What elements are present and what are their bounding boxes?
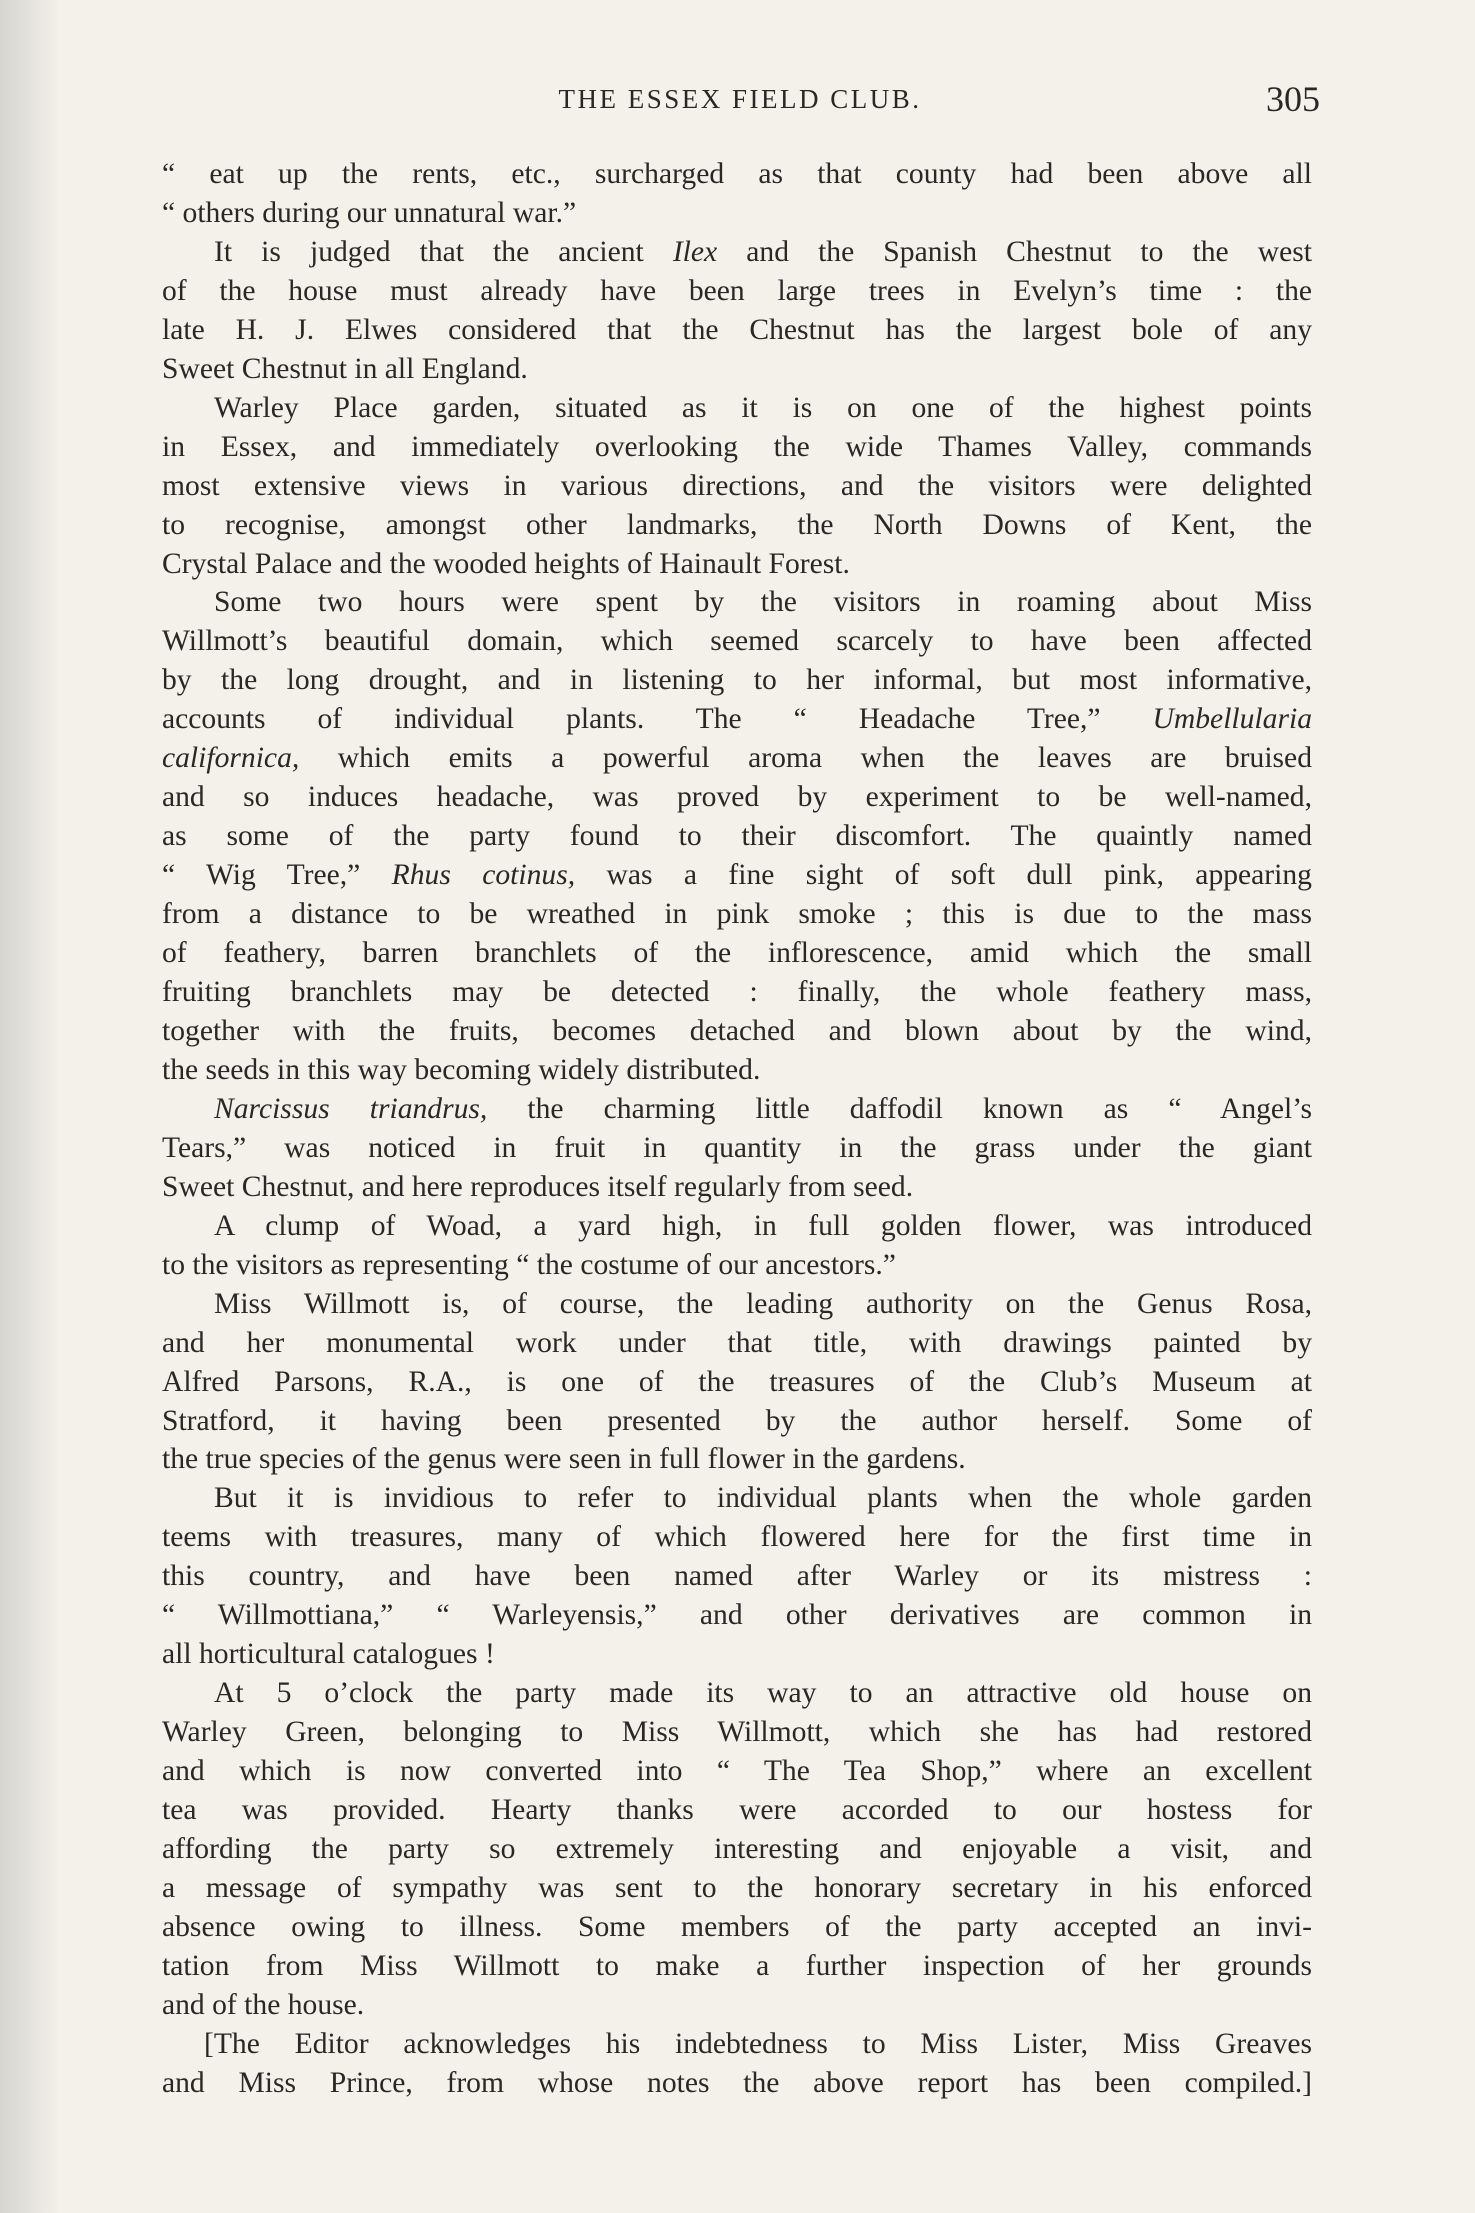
text-line: A clump of Woad, a yard high, in full golden flower, was introduced <box>214 1209 1312 1242</box>
text-line: Stratford, it having been presented by the author herself. Some of <box>162 1404 1312 1437</box>
running-title: THE ESSEX FIELD CLUB. <box>558 84 922 114</box>
text-line: as some of the party found to their discomfort. The quaintly named <box>162 820 1312 853</box>
text-line: Warley Place garden, situated as it is on one of the highest points <box>214 391 1312 424</box>
text-line: californica, which emits a powerful aroma when the leaves are bruised <box>162 742 1312 775</box>
text-line: Crystal Palace and the wooded heights of Hainault Forest. <box>162 547 850 580</box>
text-line: late H. J. Elwes considered that the Chestnut has the largest bole of any <box>162 313 1312 346</box>
text-line: At 5 o’clock the party made its way to an attractive old house on <box>214 1677 1312 1710</box>
text-line: Alfred Parsons, R.A., is one of the treasures of the Club’s Museum at <box>162 1365 1312 1398</box>
text-line: all horticultural catalogues ! <box>162 1638 495 1671</box>
text-line: and so induces headache, was proved by experiment to be well-named, <box>162 781 1312 814</box>
text-line: “ others during our unnatural war.” <box>162 196 577 229</box>
text-line: and Miss Prince, from whose notes the above report has been compiled.] <box>162 2066 1312 2099</box>
text-line: to the visitors as representing “ the costume of our ancestors.” <box>162 1248 896 1281</box>
text-line: It is judged that the ancient Ilex and the Spanish Chestnut to the west <box>214 235 1312 268</box>
text-line: most extensive views in various directions, and the visitors were delighted <box>162 469 1312 502</box>
text-line: Tears,” was noticed in fruit in quantity in the grass under the giant <box>162 1131 1312 1164</box>
text-line: tation from Miss Willmott to make a further inspection of her grounds <box>162 1949 1312 1982</box>
text-line: of the house must already have been large trees in Evelyn’s time : the <box>162 274 1312 307</box>
text-line: to recognise, amongst other landmarks, the North Downs of Kent, the <box>162 508 1312 541</box>
text-line: and which is now converted into “ The Tea Shop,” where an excellent <box>162 1755 1312 1788</box>
text-line: Sweet Chestnut in all England. <box>162 352 528 385</box>
article-body <box>162 155 1312 2103</box>
text-line: the true species of the genus were seen in full flower in the gardens. <box>162 1443 966 1476</box>
text-line: fruiting branchlets may be detected : finally, the whole feathery mass, <box>162 976 1312 1009</box>
text-line: “ Wig Tree,” Rhus cotinus, was a fine sight of soft dull pink, appearing <box>162 859 1312 892</box>
running-head <box>160 78 1320 134</box>
page-edge-shadow <box>0 0 60 2213</box>
text-line: “ eat up the rents, etc., surcharged as that county had been above all <box>162 158 1312 190</box>
text-line: accounts of individual plants. The “ Headache Tree,” Umbellularia <box>162 703 1312 736</box>
text-line: from a distance to be wreathed in pink smoke ; this is due to the mass <box>162 898 1312 931</box>
text-line: Warley Green, belonging to Miss Willmott, which she has had restored <box>162 1716 1312 1749</box>
text-line: [The Editor acknowledges his indebtedness to Miss Lister, Miss Greaves <box>204 2027 1312 2060</box>
text-line: together with the fruits, becomes detached and blown about by the wind, <box>162 1014 1312 1047</box>
text-line: and of the house. <box>162 1988 365 2021</box>
text-line: affording the party so extremely interesting and enjoyable a visit, and <box>162 1832 1312 1865</box>
text-line: by the long drought, and in listening to her informal, but most informative, <box>162 664 1312 697</box>
text-line: Sweet Chestnut, and here reproduces itself regularly from seed. <box>162 1170 914 1203</box>
text-line: in Essex, and immediately overlooking the wide Thames Valley, commands <box>162 430 1312 463</box>
text-line: “ Willmottiana,” “ Warleyensis,” and other derivatives are common in <box>162 1599 1312 1632</box>
page-number: 305 <box>1266 79 1320 119</box>
text-line: Some two hours were spent by the visitors in roaming about Miss <box>214 586 1312 619</box>
text-line: this country, and have been named after Warley or its mistress : <box>162 1560 1312 1593</box>
text-line: absence owing to illness. Some members of the party accepted an invi- <box>162 1910 1312 1943</box>
text-line: teems with treasures, many of which flowered here for the first time in <box>162 1521 1312 1554</box>
text-line: the seeds in this way becoming widely distributed. <box>162 1053 761 1086</box>
text-line: tea was provided. Hearty thanks were accorded to our hostess for <box>162 1794 1312 1827</box>
text-line: a message of sympathy was sent to the honorary secretary in his enforced <box>162 1871 1312 1904</box>
text-line: and her monumental work under that title, with drawings painted by <box>162 1326 1312 1359</box>
text-line: of feathery, barren branchlets of the inflorescence, amid which the small <box>162 937 1312 970</box>
text-line: Narcissus triandrus, the charming little daffodil known as “ Angel’s <box>214 1092 1313 1125</box>
text-line: But it is invidious to refer to individual plants when the whole garden <box>214 1482 1312 1515</box>
text-line: Willmott’s beautiful domain, which seemed scarcely to have been affected <box>162 625 1312 658</box>
text-line: Miss Willmott is, of course, the leading authority on the Genus Rosa, <box>214 1287 1312 1320</box>
